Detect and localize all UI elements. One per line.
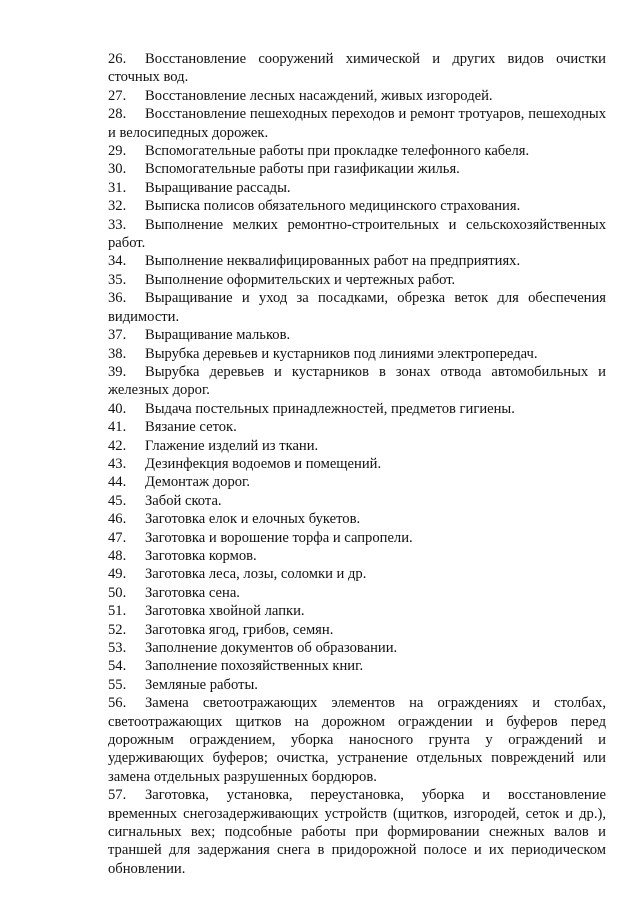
list-item	[108, 197, 606, 215]
item-text: Вспомогательные работы при газификации жилья.	[145, 161, 460, 178]
item-number: 53.	[108, 640, 127, 656]
list-item	[108, 345, 606, 363]
list-item	[108, 179, 606, 197]
item-text: Восстановление пешеходных переходов и ремонт тротуаров, пешеходных и велосипедных дорожек.	[108, 106, 606, 141]
item-text: Вырубка деревьев и кустарников в зонах отвода автомобильных и железных дорог.	[108, 363, 606, 399]
item-number: 55.	[108, 676, 127, 693]
item-number: 34.	[108, 253, 127, 270]
item-number: 54.	[108, 658, 127, 675]
list-item	[108, 363, 606, 400]
item-text: Выполнение неквалифицированных работ на предприятиях.	[145, 253, 521, 270]
list-item	[108, 473, 606, 491]
item-text: Заполнение документов об образовании.	[145, 640, 398, 656]
list-item	[108, 271, 606, 289]
item-text: Восстановление лесных насаждений, живых изгородей.	[145, 87, 493, 104]
list-item	[108, 160, 606, 178]
item-number: 32.	[108, 198, 127, 215]
item-text: Заготовка елок и елочных букетов.	[145, 511, 361, 528]
list-item	[108, 216, 606, 253]
list-item	[108, 105, 606, 142]
list-item	[108, 326, 606, 344]
item-text: Земляные работы.	[145, 676, 258, 693]
item-number: 57.	[108, 787, 127, 804]
list-item	[108, 50, 606, 87]
item-number: 40.	[108, 400, 127, 417]
item-number: 29.	[108, 143, 127, 160]
item-text: Выполнение оформительских и чертежных работ.	[145, 271, 456, 288]
numbered-list	[108, 50, 606, 878]
item-text: Восстановление сооружений химической и других видов очистки сточных вод.	[108, 51, 606, 86]
item-number: 56.	[108, 695, 127, 712]
list-item	[108, 437, 606, 455]
item-number: 45.	[108, 492, 127, 509]
item-number: 48.	[108, 547, 127, 564]
item-text: Забой скота.	[145, 492, 222, 509]
item-text: Вязание сеток.	[145, 419, 237, 436]
list-item	[108, 418, 606, 436]
item-text: Вспомогательные работы при прокладке телефонного кабеля.	[145, 143, 530, 160]
item-number: 44.	[108, 474, 127, 491]
item-text: Вырубка деревьев и кустарников под линиями электропередач.	[145, 345, 538, 362]
list-item	[108, 639, 606, 657]
item-number: 33.	[108, 216, 127, 233]
item-text: Выписка полисов обязательного медицинского страхования.	[145, 198, 521, 215]
list-item	[108, 529, 606, 547]
item-number: 46.	[108, 511, 127, 528]
item-number: 30.	[108, 161, 127, 178]
item-text: Выращивание и уход за посадками, обрезка веток для обеспечения видимости.	[108, 290, 606, 325]
list-item	[108, 510, 606, 528]
item-number: 41.	[108, 419, 127, 436]
item-number: 52.	[108, 621, 127, 638]
item-number: 35.	[108, 271, 127, 288]
list-item	[108, 252, 606, 270]
item-number: 50.	[108, 584, 127, 601]
item-number: 28.	[108, 106, 127, 123]
item-text: Выполнение мелких ремонтно-строительных и сельскохозяйственных работ.	[108, 216, 606, 252]
list-item	[108, 657, 606, 675]
item-text: Заготовка хвойной лапки.	[145, 603, 305, 620]
item-text: Заготовка и ворошение торфа и сапропели.	[145, 529, 413, 546]
item-text: Дезинфекция водоемов и помещений.	[145, 455, 382, 472]
item-text: Заготовка сена.	[145, 584, 240, 601]
list-item	[108, 547, 606, 565]
list-item	[108, 455, 606, 473]
item-text: Заготовка леса, лозы, соломки и др.	[145, 566, 367, 583]
item-number: 43.	[108, 455, 127, 472]
item-number: 38.	[108, 345, 127, 362]
item-number: 42.	[108, 437, 127, 454]
list-item	[108, 676, 606, 694]
list-item	[108, 400, 606, 418]
item-text: Выдача постельных принадлежностей, предметов гигиены.	[145, 400, 515, 417]
item-number: 51.	[108, 603, 127, 620]
item-text: Заполнение похозяйственных книг.	[145, 658, 364, 675]
list-item	[108, 87, 606, 105]
list-item	[108, 142, 606, 160]
item-number: 47.	[108, 529, 127, 546]
item-number: 31.	[108, 179, 127, 196]
item-number: 37.	[108, 327, 127, 344]
item-text: Глажение изделий из ткани.	[145, 437, 319, 454]
item-number: 39.	[108, 363, 127, 380]
list-item	[108, 565, 606, 583]
list-item	[108, 492, 606, 510]
list-item	[108, 289, 606, 326]
list-item	[108, 694, 606, 786]
item-number: 49.	[108, 566, 127, 583]
item-text: Заготовка, установка, переустановка, уборка и восстановление временных снегозадерживающих устройств (щитков, изгородей, сеток и др.), сигнальных вех; подсобные работы при формировании снежных валов и траншей для задержания снега в придорожной полосе и их периодическом обновлении.	[108, 787, 606, 877]
item-number: 26.	[108, 51, 127, 67]
list-item	[108, 584, 606, 602]
item-number: 36.	[108, 290, 127, 307]
item-text: Выращивание мальков.	[145, 327, 291, 344]
item-number: 27.	[108, 87, 127, 104]
item-text: Заготовка ягод, грибов, семян.	[145, 621, 334, 638]
list-item	[108, 621, 606, 639]
item-text: Выращивание рассады.	[145, 179, 291, 196]
item-text: Замена светоотражающих элементов на ограждениях и столбах, светоотражающих щитков на дорожном ограждении и буферов перед дорожным ограждением, уборка наносного грунта у ограждений и удерживающих буферов; очистка, устранение отдельных повреждений или замена отдельных разрушенных бордюров.	[108, 695, 606, 785]
list-item	[108, 786, 606, 878]
item-text: Демонтаж дорог.	[145, 474, 251, 491]
item-text: Заготовка кормов.	[145, 547, 257, 564]
list-item	[108, 602, 606, 620]
